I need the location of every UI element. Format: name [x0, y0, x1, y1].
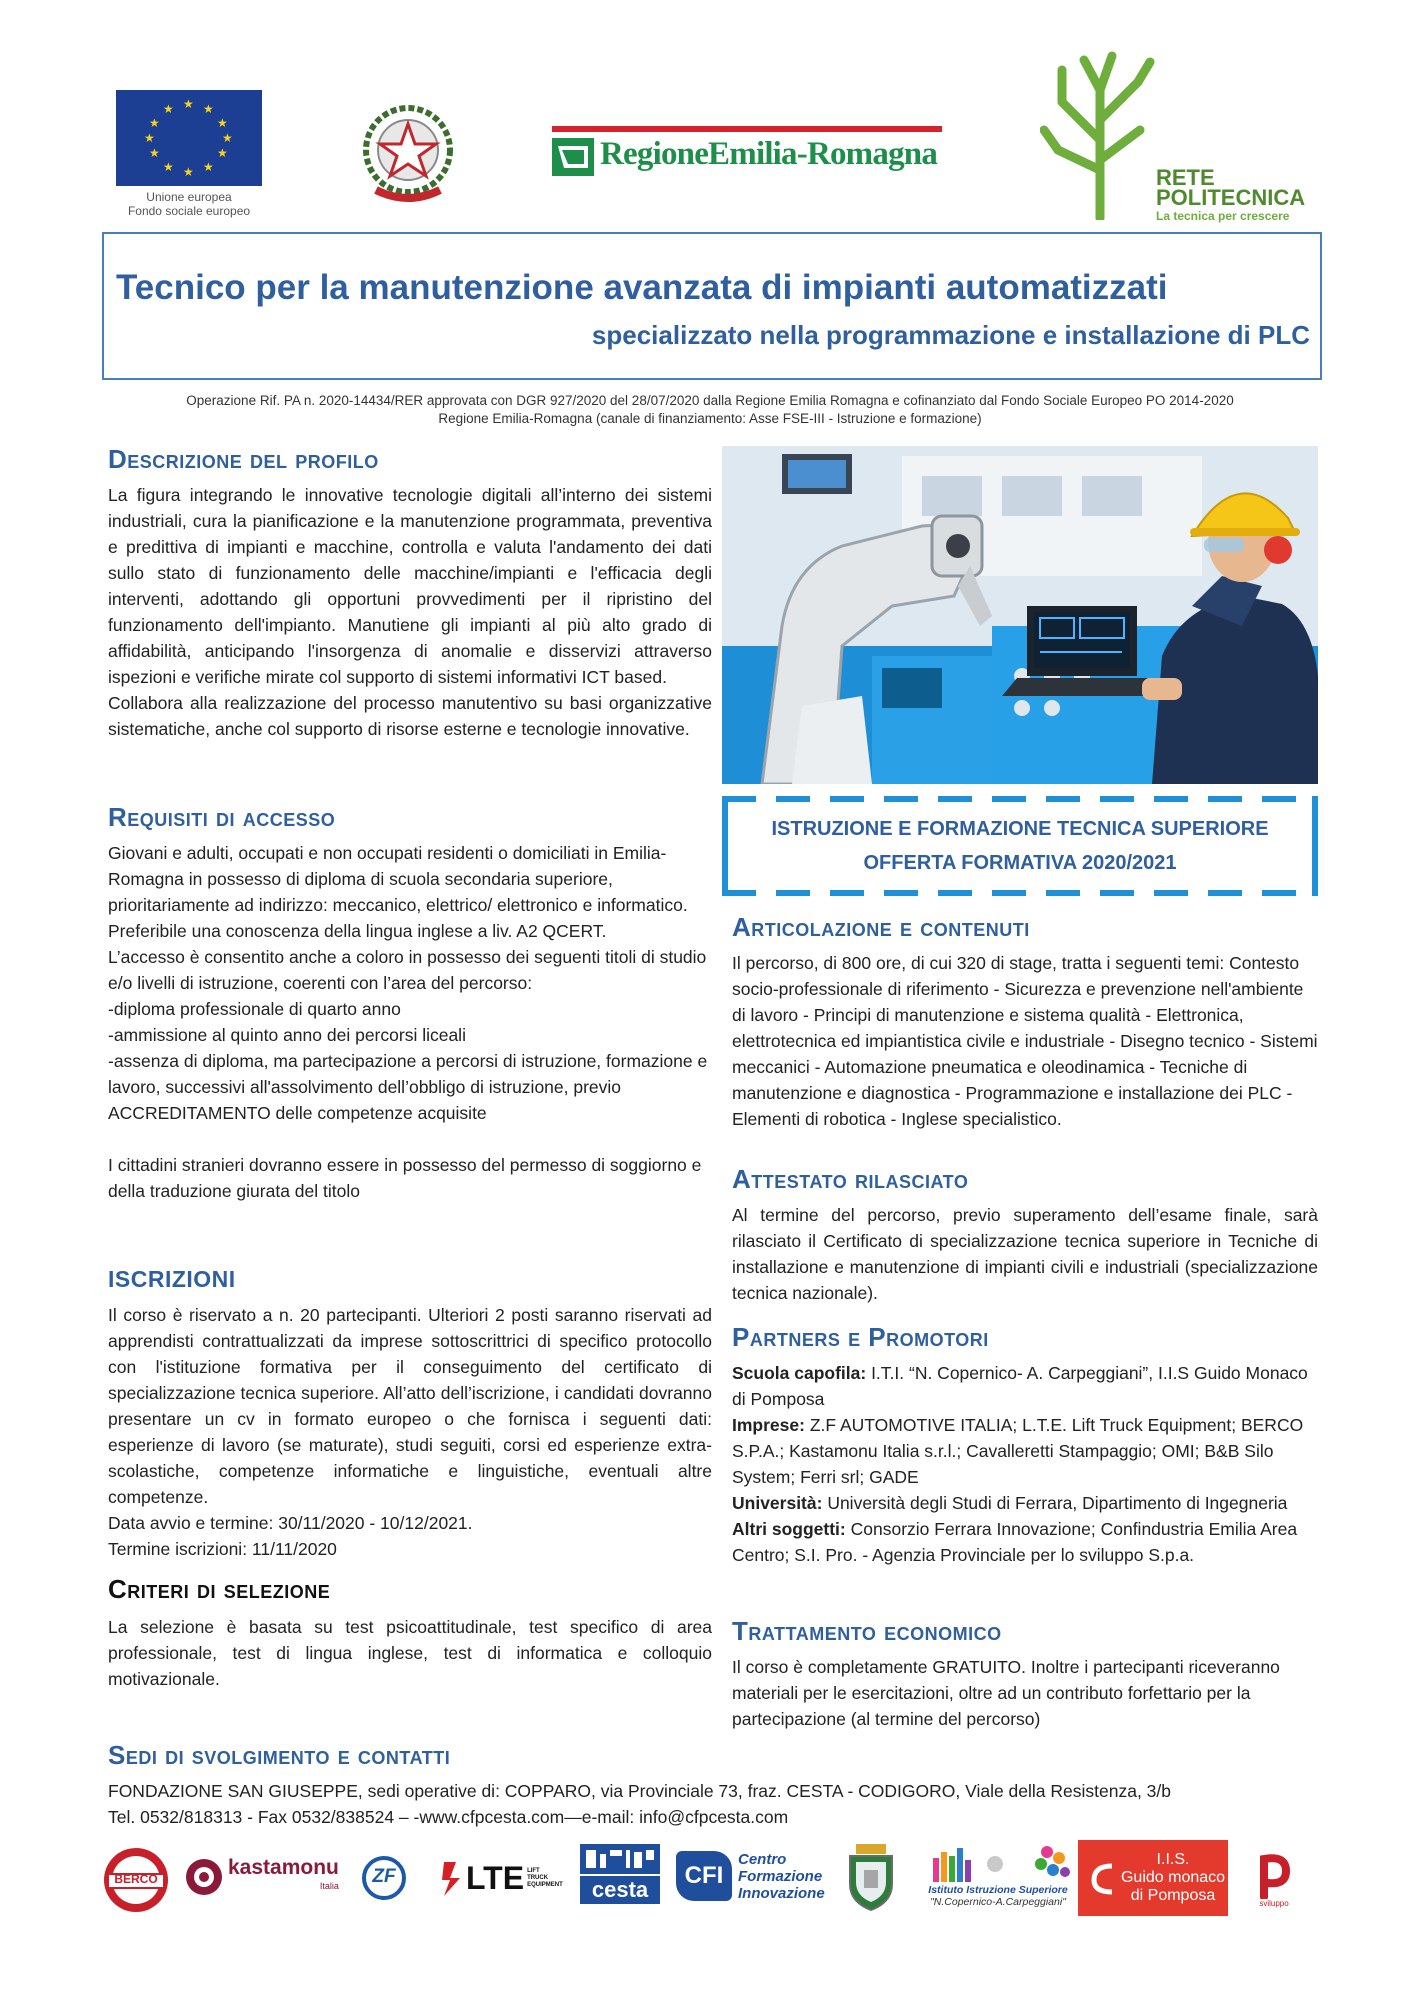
guido-monaco-icon — [1088, 1858, 1118, 1898]
regione-name: RegioneEmilia-Romagna — [600, 136, 938, 172]
iis-copernico-logo — [918, 1838, 1078, 1914]
rete-line2: POLITECNICA — [1156, 185, 1306, 210]
eu-caption-line2: Fondo sociale europeo — [127, 204, 251, 218]
section-heading-attestato: Attestato rilasciato — [732, 1164, 969, 1194]
sedi-line1: FONDAZIONE SAN GIUSEPPE, sedi operative di: COPPARO, via Provinciale 73, fraz. CESTA - CODIGORO, Viale della Resistenza, 3/b — [108, 1781, 1172, 1801]
sipro-logo — [1252, 1848, 1296, 1912]
kastamonu-sub: Italia — [319, 1881, 339, 1891]
section-heading-iscrizioni: ISCRIZIONI — [108, 1266, 236, 1292]
iscrizioni-p1: Il corso è riservato a n. 20 partecipanti. Ulteriori 2 posti saranno riservati ad apprendisti contrattualizzati da imprese sottoscrittrici di specifico protocollo con l'istituzione formativa per il conseguimento del certificato di specializzazione tecnica superiore. All’atto dell’iscrizione, i candidati dovranno presentare un cv in formato europeo o che fornisca i seguenti dati: esperienze di lavoro (se maturate), studi seguiti, corsi ed esperienze extra-scolastiche, competenze informatiche e linguistiche, eventuali altre competenze. — [108, 1305, 712, 1507]
cesta-logo — [578, 1842, 662, 1906]
descrizione-p1: La figura integrando le innovative tecnologie digitali all’interno dei sistemi industriali, cura la pianificazione e la manutenzione programmata, preventiva e predittiva di impianti e macchine, controlla e valuta l'andamento dei dati sullo stato di funzionamento delle macchine/impianti e l'efficacia degli interventi, adottando gli opportuni provvedimenti per il ripristino del funzionamento dell'impianto. Manutiene gli impianti al più alto grado di affidabilità, anticipando l'insorgenza di anomalie e disservizi attraverso ispezioni e verifiche mirate col supporto di sistemi informativi ICT based. — [108, 485, 712, 687]
requisiti-list-item: -assenza di diploma, ma partecipazione a percorsi di istruzione, formazione e lavoro, successivi all'assolvimento dell’obbligo di istruzione, previo ACCREDITAMENTO delle competenze acquisite — [108, 1051, 708, 1123]
lte-sub1: LIFT — [527, 1867, 540, 1874]
industrial-robot-photo — [722, 446, 1318, 784]
regione-emilia-romagna-icon — [552, 138, 594, 176]
cfi-logo — [676, 1846, 834, 1906]
operation-note-line1: Operazione Rif. PA n. 2020-14434/RER approvata con DGR 927/2020 del 28/07/2020 dalla Regione Emilia Romagna e cofinanziato dal Fondo Sociale Europeo PO 2014-2020 — [186, 393, 1234, 408]
section-heading-partners: Partners e Promotori — [732, 1322, 989, 1352]
rete-line1: RETE — [1156, 165, 1215, 190]
sedi-text — [108, 1778, 1318, 1830]
eu-flag-icon: ★ ★ ★ ★ ★ ★ ★ ★ ★ ★ ★ ★ — [116, 90, 262, 186]
iscrizioni-deadline: Termine iscrizioni: 11/11/2020 — [108, 1539, 337, 1559]
iis-copernico-icon — [923, 1844, 1073, 1884]
requisiti-list-item: -diploma professionale di quarto anno — [108, 999, 401, 1019]
page-subtitle: specializzato nella programmazione e installazione di PLC — [591, 320, 1310, 350]
section-heading-descrizione: Descrizione del profilo — [108, 444, 379, 474]
iis-line1: Istituto Istruzione Superiore — [928, 1884, 1068, 1896]
requisiti-p3: I cittadini stranieri dovranno essere in possesso del permesso di soggiorno e della traduzione giurata del titolo — [108, 1155, 702, 1201]
section-heading-requisiti: Requisiti di accesso — [108, 802, 336, 832]
berco-label: BERCO — [114, 1872, 158, 1886]
guido-line1: I.I.S. — [1156, 1851, 1190, 1868]
partners-imprese: Imprese: Z.F AUTOMOTIVE ITALIA; L.T.E. Lift Truck Equipment; BERCO S.P.A.; Kastamonu Italia s.r.l.; Cavalleretti Stampaggio; OMI; B&B Silo System; Ferri srl; GADE — [732, 1415, 1304, 1487]
rete-tagline: La tecnica per crescere — [1156, 209, 1290, 223]
italian-republic-emblem-icon — [358, 102, 458, 206]
lte-label: LTE — [466, 1859, 525, 1896]
trattamento-text: Il corso è completamente GRATUITO. Inoltre i partecipanti riceveranno materiali per le esercitazioni, oltre ad un contributo forfettario per la partecipazione (al termine del percorso) — [732, 1657, 1280, 1729]
page-title: Tecnico per la manutenzione avanzata di impianti automatizzati — [116, 268, 1168, 307]
iscrizioni-dates: Data avvio e termine: 30/11/2020 - 10/12/2021. — [108, 1513, 473, 1533]
section-heading-articolazione: Articolazione e contenuti — [732, 912, 1030, 942]
cfi-line1: Centro — [738, 1850, 787, 1868]
requisiti-list-item: -ammissione al quinto anno dei percorsi liceali — [108, 1025, 466, 1045]
requisiti-p1: Giovani e adulti, occupati e non occupati residenti o domiciliati in Emilia-Romagna in possesso di diploma di scuola secondaria superiore, prioritariamente ad indirizzo: meccanico, elettrico/ elettronico e informatico. Preferibile una conoscenza della lingua inglese a liv. A2 QCERT. — [108, 843, 688, 941]
eu-logo — [116, 90, 262, 218]
offerta-banner — [722, 796, 1318, 898]
section-heading-trattamento: Trattamento economico — [732, 1616, 1002, 1646]
title-box — [102, 232, 1322, 380]
crest-icon — [842, 1842, 900, 1912]
zf-logo — [362, 1856, 406, 1900]
tree-icon — [1040, 50, 1160, 220]
attestato-text: Al termine del percorso, previo superamento dell’esame finale, sarà rilasciato il Certificato di specializzazione tecnica superiore in Tecniche di installazione e manutenzione di impianti civili e industriali (specializzazione tecnica nazionale). — [732, 1205, 1318, 1303]
guido-monaco-logo — [1078, 1840, 1228, 1916]
kastamonu-label: kastamonu — [228, 1856, 339, 1879]
kastamonu-logo — [184, 1854, 344, 1900]
partners-universita: Università: Università degli Studi di Ferrara, Dipartimento di Ingegneria — [732, 1493, 1288, 1513]
cesta-label: cesta — [580, 1876, 660, 1904]
lte-icon — [440, 1858, 464, 1898]
sipro-sub: sviluppo — [1259, 1898, 1289, 1908]
descrizione-text — [108, 482, 712, 742]
partners-text — [732, 1360, 1318, 1568]
lte-sub3: EQUIPMENT — [527, 1881, 563, 1888]
cfi-badge: CFI — [676, 1851, 732, 1901]
regione-emilia-romagna-logo — [552, 126, 942, 182]
section-heading-sedi: Sedi di svolgimento e contatti — [108, 1740, 451, 1770]
iscrizioni-text — [108, 1302, 712, 1562]
lte-logo — [440, 1856, 568, 1900]
iis-line2: "N.Copernico-A.Carpeggiani" — [930, 1896, 1066, 1908]
sedi-line2: Tel. 0532/818313 - Fax 0532/838524 – -www.cfpcesta.com—e-mail: info@cfpcesta.com — [108, 1807, 789, 1827]
eu-caption-line1: Unione europea — [146, 190, 232, 204]
criteri-text: La selezione è basata su test psicoattitudinale, test specifico di area professionale, test di lingua inglese, test di informatica e colloquio motivazionale. — [108, 1617, 712, 1689]
descrizione-p2: Collabora alla realizzazione del processo manutentivo su basi organizzative sistematiche, anche col supporto di risorse esterne e tecnologie innovative. — [108, 693, 712, 739]
kastamonu-icon — [184, 1857, 224, 1897]
guido-line2: Guido monaco — [1120, 1869, 1226, 1886]
banner-line1: ISTRUZIONE E FORMAZIONE TECNICA SUPERIORE — [771, 818, 1269, 840]
operation-note-line2: Regione Emilia-Romagna (canale di finanziamento: Asse FSE-III - Istruzione e formazione) — [438, 411, 982, 426]
cfi-line2: Formazione — [738, 1867, 823, 1885]
rete-politecnica-logo — [1040, 50, 1310, 230]
cfi-line3: Innovazione — [738, 1884, 825, 1902]
partners-capofila: Scuola capofila: I.T.I. “N. Copernico- A. Carpeggiani”, I.I.S Guido Monaco di Pomposa — [732, 1363, 1308, 1409]
requisiti-p2: L’accesso è consentito anche a coloro in possesso dei seguenti titoli di studio e/o livelli di istruzione, coerenti con l’area del percorso: — [108, 947, 707, 993]
banner-line2: OFFERTA FORMATIVA 2020/2021 — [863, 852, 1177, 874]
berco-logo — [102, 1846, 170, 1914]
lte-sub2: TRUCK — [527, 1874, 549, 1881]
requisiti-text — [108, 840, 712, 1204]
municipal-crest-logo — [842, 1842, 900, 1912]
section-heading-criteri: Criteri di selezione — [108, 1574, 331, 1604]
articolazione-text: Il percorso, di 800 ore, di cui 320 di stage, tratta i seguenti temi: Contesto socio-professionale di riferimento - Sicurezza e prevenzione nell'ambiente di lavoro - Principi di manutenzione e sistema qualità - Elettronica, elettrotecnica ed impiantistica civile e industriale - Disegno tecnico - Sistemi meccanici - Automazione pneumatica e oleodinamica - Tecniche di manutenzione e diagnostica - Programmazione e installazione dei PLC - Elementi di robotica - Inglese specialistico. — [732, 953, 1318, 1129]
operation-note — [102, 392, 1318, 428]
sipro-icon — [1256, 1853, 1292, 1899]
zf-label: ZF — [372, 1866, 396, 1887]
cesta-icon — [580, 1844, 660, 1874]
partners-altri: Altri soggetti: Consorzio Ferrara Innovazione; Confindustria Emilia Area Centro; S.I. Pro. - Agenzia Provinciale per lo sviluppo S.p.a. — [732, 1519, 1298, 1565]
guido-line3: di Pomposa — [1130, 1887, 1216, 1904]
